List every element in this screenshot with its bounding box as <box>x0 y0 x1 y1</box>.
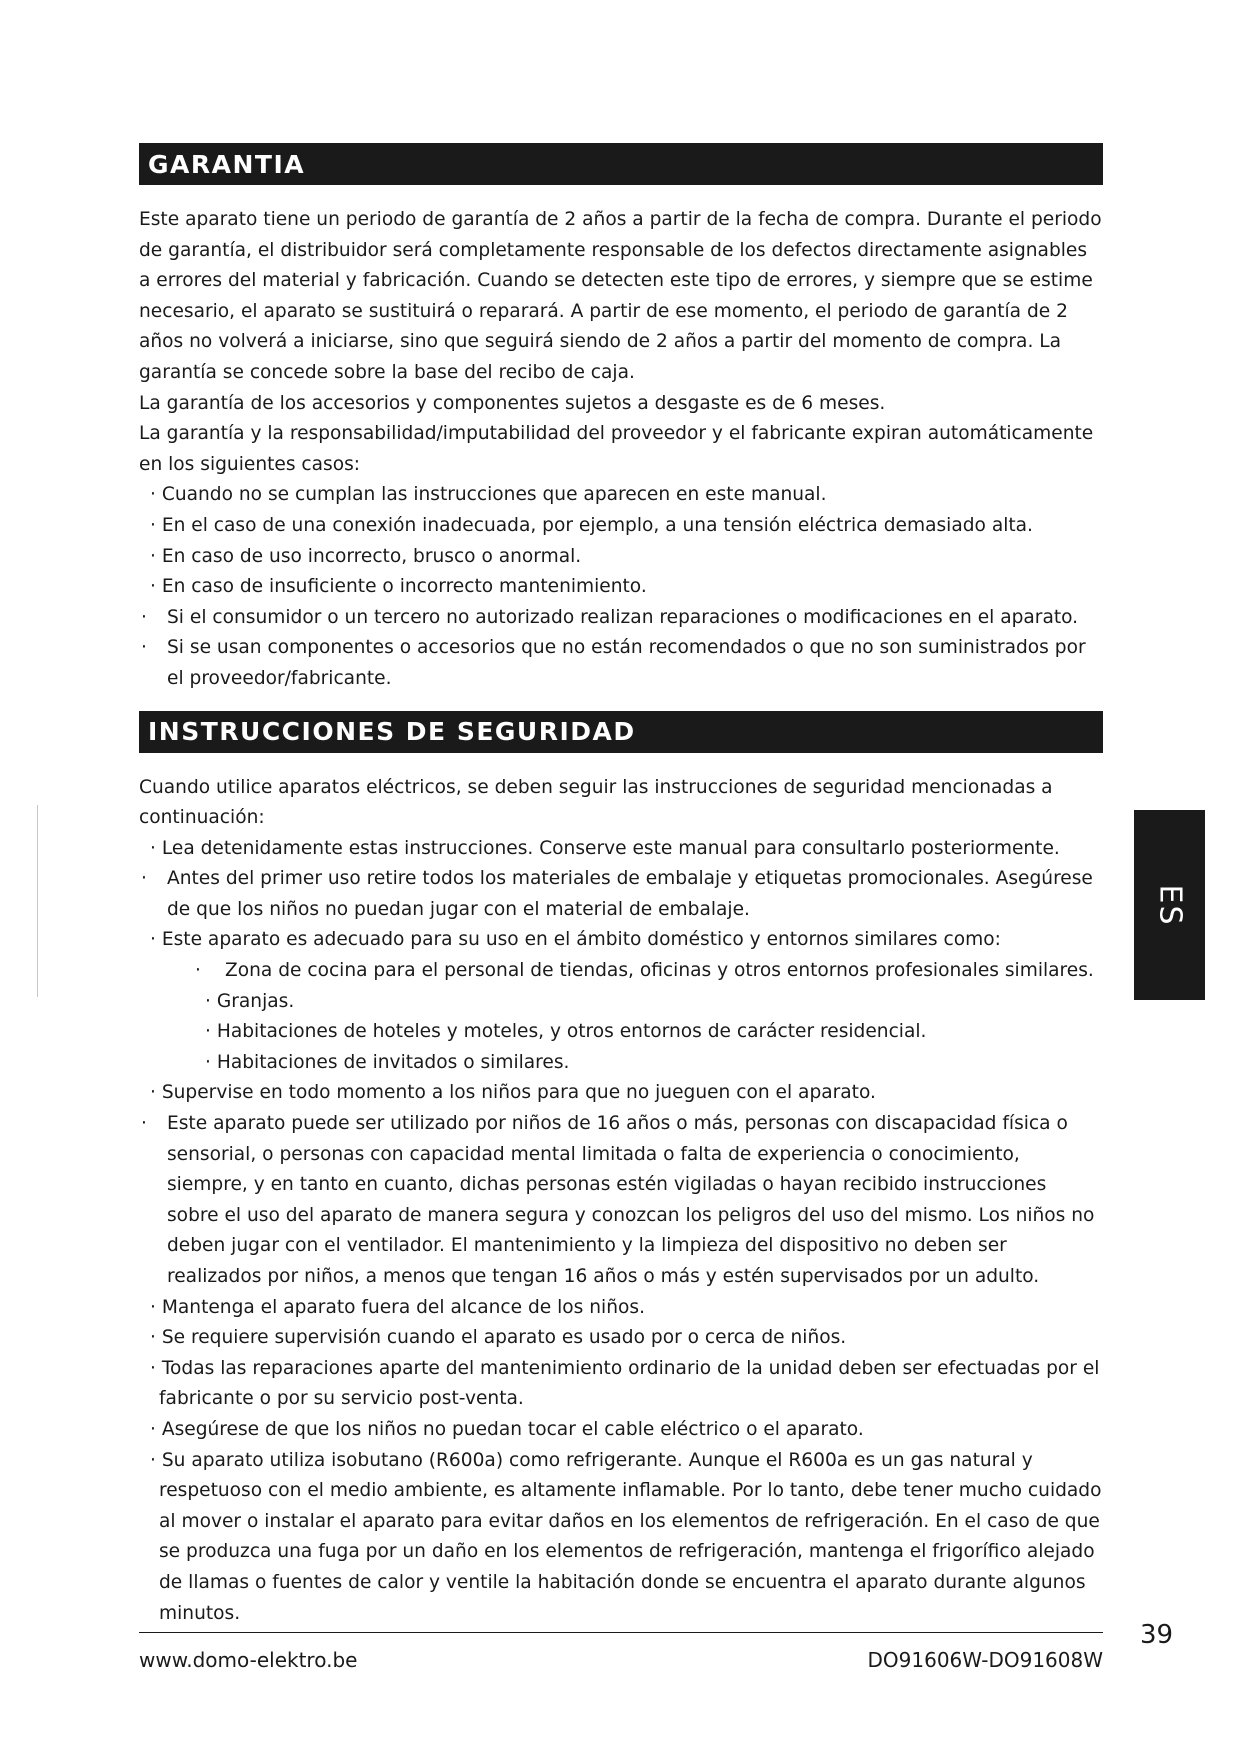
list-item-text: Este aparato es adecuado para su uso en el ámbito doméstico y entornos similares como: <box>161 929 1001 951</box>
list-item-text: Supervise en todo momento a los niños para que no jueguen con el aparato. <box>161 1082 876 1104</box>
bullet: · <box>141 637 147 659</box>
bullet: · <box>150 837 156 859</box>
list-item-text: Granjas. <box>216 990 295 1012</box>
page-number: 39 <box>1140 1620 1174 1650</box>
list-item <box>139 1109 1103 1293</box>
list-item-text: Asegúrese de que los niños no puedan tocar el cable eléctrico o el aparato. <box>161 1418 864 1440</box>
list-item <box>139 1354 1103 1415</box>
list-item-text: Si se usan componentes o accesorios que no están recomendados o que no son suministrados por el proveedor/fabricante. <box>167 637 1086 689</box>
bullet: · <box>141 868 147 890</box>
bullet: · <box>205 1051 211 1073</box>
list-item <box>139 1415 1103 1446</box>
list-item <box>139 1078 1103 1109</box>
paragraph: Cuando utilice aparatos eléctricos, se deben seguir las instrucciones de seguridad mencionadas a continuación: <box>139 776 1053 829</box>
list-item-text: En caso de uso incorrecto, brusco o anormal. <box>161 545 582 567</box>
bullet: · <box>150 484 156 506</box>
list-item-text: Zona de cocina para el personal de tiendas, oficinas y otros entornos profesionales similares. <box>225 960 1094 982</box>
bullet: · <box>150 576 156 598</box>
section-title: GARANTIA <box>148 149 306 179</box>
list-item-text: En el caso de una conexión inadecuada, por ejemplo, a una tensión eléctrica demasiado alta. <box>161 514 1033 536</box>
bullet: · <box>150 1418 156 1440</box>
sub-list-item <box>139 1048 1103 1079</box>
list-item <box>139 1293 1103 1324</box>
list-item-text: Habitaciones de invitados o similares. <box>216 1051 570 1073</box>
list-item-text: Si el consumidor o un tercero no autorizado realizan reparaciones o modificaciones en el aparato. <box>167 606 1079 628</box>
paragraph: La garantía de los accesorios y componentes sujetos a desgaste es de 6 meses. <box>139 392 886 414</box>
bullet: · <box>205 990 211 1012</box>
list-item <box>139 542 1103 573</box>
list-item-text: Cuando no se cumplan las instrucciones que aparecen en este manual. <box>161 484 827 506</box>
page-content <box>139 143 1103 1629</box>
footer-divider <box>139 1632 1103 1633</box>
list-item-text: Lea detenidamente estas instrucciones. Conserve este manual para consultarlo posteriormente. <box>161 837 1060 859</box>
section-header-garantia <box>139 143 1103 185</box>
bullet: · <box>150 514 156 536</box>
language-label: ES <box>1152 884 1187 926</box>
bullet: · <box>150 1082 156 1104</box>
list-item <box>139 1323 1103 1354</box>
list-item-text: Antes del primer uso retire todos los materiales de embalaje y etiquetas promocionales. Asegúrese de que los niños no puedan jugar con el material de embalaje. <box>167 868 1093 920</box>
sub-list-item <box>139 956 1103 987</box>
language-tab <box>1134 810 1205 1000</box>
bullet: · <box>150 929 156 951</box>
section-title: INSTRUCCIONES DE SEGURIDAD <box>148 717 636 746</box>
list-item-text: Todas las reparaciones aparte del mantenimiento ordinario de la unidad deben ser efectuadas por el fabricante o por su servicio post-venta. <box>159 1357 1100 1410</box>
list-item <box>139 925 1103 956</box>
bullet: · <box>141 1113 147 1135</box>
list-item <box>139 511 1103 542</box>
footer-model: DO91606W-DO91608W <box>867 1648 1103 1672</box>
bullet: · <box>150 1296 156 1318</box>
paragraph: Este aparato tiene un periodo de garantía de 2 años a partir de la fecha de compra. Durante el periodo de garantía, el distribuidor será completamente responsable de los defectos directamente asignables a errores del material y fabricación. Cuando se detecten este tipo de errores, y siempre que se estime necesario, el aparato se sustituirá o reparará. A partir de ese momento, el periodo de garantía de 2 años no volverá a iniciarse, sino que seguirá siendo de 2 años a partir del momento de compra. La garantía se concede sobre la base del recibo de caja. <box>139 209 1102 383</box>
bullet: · <box>150 1357 156 1379</box>
garantia-body <box>139 205 1103 695</box>
paragraph: La garantía y la responsabilidad/imputabilidad del proveedor y el fabricante expiran automáticamente en los siguientes casos: <box>139 423 1094 475</box>
sub-list-item <box>139 987 1103 1018</box>
list-item <box>139 864 1103 925</box>
list-item <box>139 480 1103 511</box>
list-item-text: Este aparato puede ser utilizado por niños de 16 años o más, personas con discapacidad física o sensorial, o personas con capacidad mental limitada o falta de experiencia o conocimiento, siempre, y en tanto en cuanto, dichas personas estén vigiladas o hayan recibido instrucciones sobre el uso del aparato de manera segura y conozcan los peligros del uso del mismo. Los niños no deben jugar con el ventilador. El mantenimiento y la limpieza del dispositivo no deben ser realizados por niños, a menos que tengan 16 años o más y estén supervisados por un adulto. <box>167 1113 1095 1287</box>
list-item <box>139 572 1103 603</box>
list-item <box>139 633 1103 694</box>
sub-list-item <box>139 1017 1103 1048</box>
bullet: · <box>150 1327 156 1349</box>
list-item-text: Habitaciones de hoteles y moteles, y otros entornos de carácter residencial. <box>216 1021 927 1043</box>
bullet: · <box>150 545 156 567</box>
bullet: · <box>195 960 201 982</box>
margin-line <box>37 805 38 997</box>
list-item-text: Mantenga el aparato fuera del alcance de los niños. <box>161 1296 645 1318</box>
list-item <box>139 603 1103 634</box>
footer-website: www.domo-elektro.be <box>139 1648 358 1672</box>
section-header-seguridad <box>139 711 1103 753</box>
list-item-text: En caso de insuficiente o incorrecto mantenimiento. <box>161 576 647 598</box>
bullet: · <box>141 606 147 628</box>
list-item <box>139 1446 1103 1630</box>
bullet: · <box>205 1021 211 1043</box>
list-item-text: Se requiere supervisión cuando el aparato es usado por o cerca de niños. <box>161 1327 847 1349</box>
bullet: · <box>150 1449 156 1471</box>
list-item-text: Su aparato utiliza isobutano (R600a) como refrigerante. Aunque el R600a es un gas natural y respetuoso con el medio ambiente, es altamente inflamable. Por lo tanto, debe tener mucho cuidado al mover o instalar el aparato para evitar daños en los elementos de refrigeración. En el caso de que se produzca una fuga por un daño en los elementos de refrigeración, mantenga el frigorífico alejado de llamas o fuentes de calor y ventile la habitación donde se encuentra el aparato durante algunos minutos. <box>159 1449 1102 1624</box>
list-item <box>139 834 1103 865</box>
seguridad-body <box>139 773 1103 1630</box>
